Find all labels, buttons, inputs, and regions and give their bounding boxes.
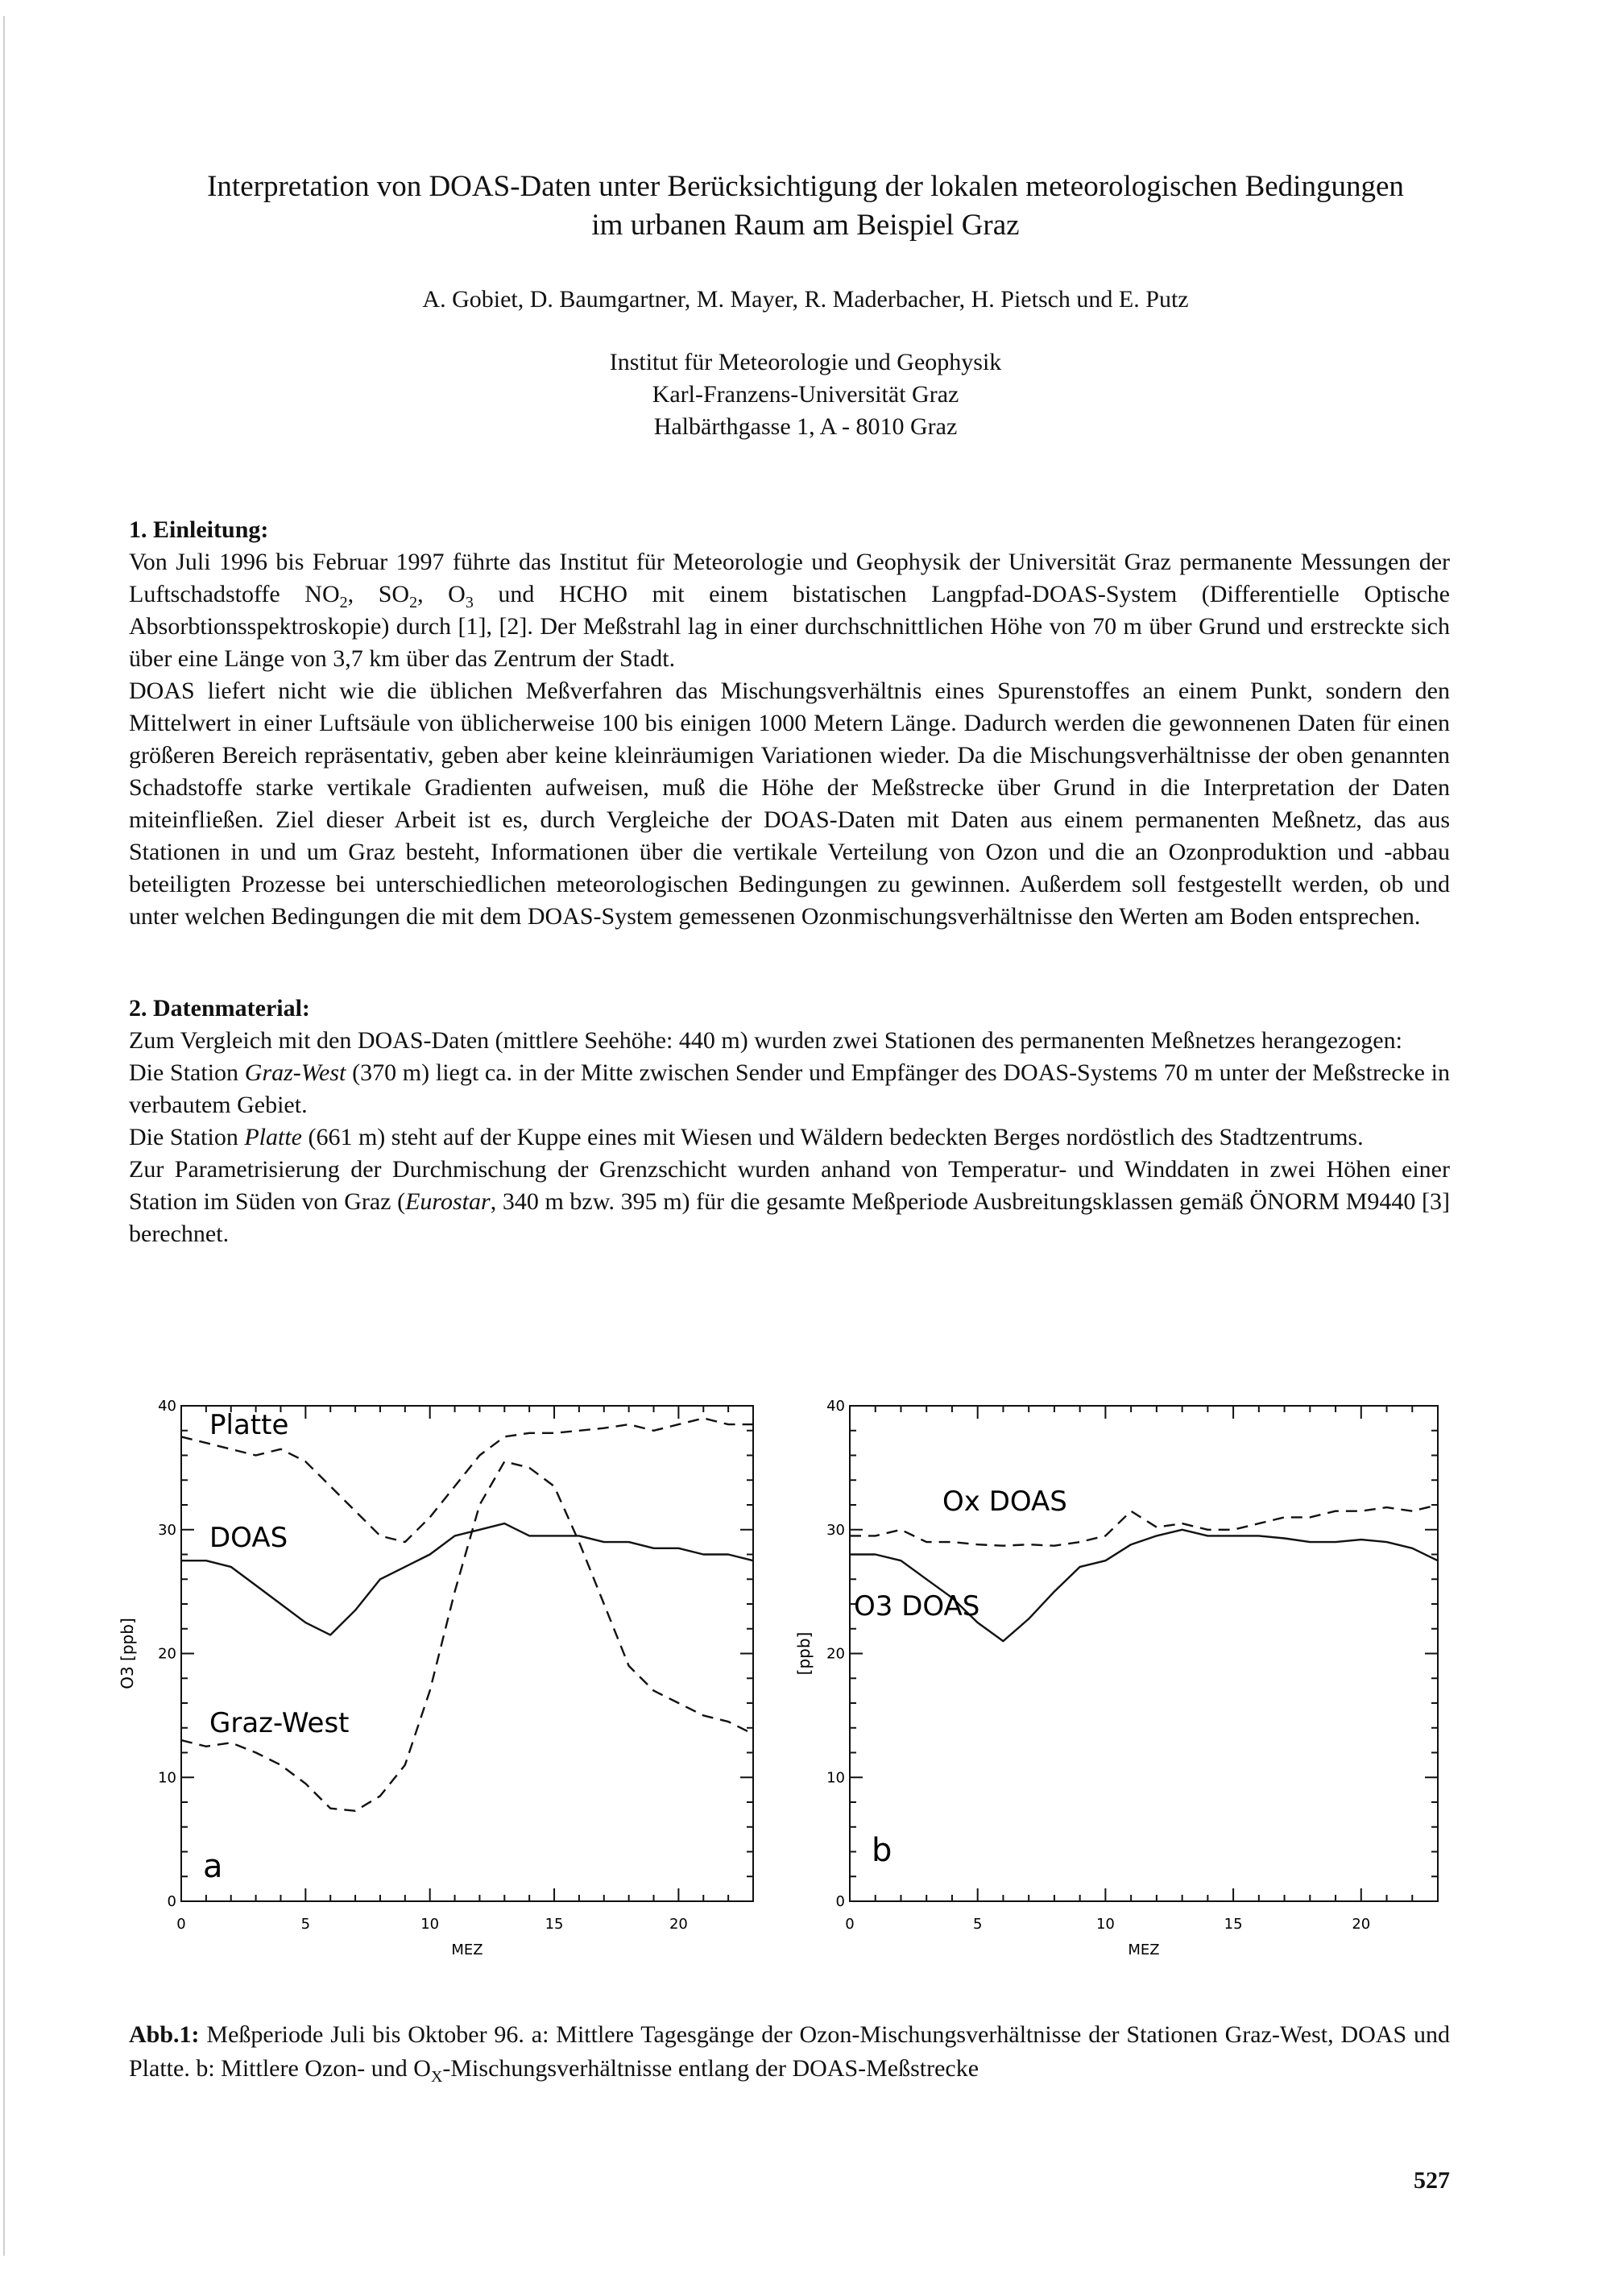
text-run: Die Station: [129, 1124, 245, 1150]
subscript: 2: [339, 594, 348, 611]
caption-text: -Mischungsverhältnisse entlang der DOAS-Meßstrecke: [442, 2055, 979, 2082]
y-tick-label: 20: [826, 1645, 845, 1663]
x-tick-label: 15: [1224, 1916, 1243, 1933]
x-axis-label: MEZ: [1128, 1942, 1160, 1958]
y-axis-label: [ppb]: [794, 1631, 814, 1676]
x-tick-label: 5: [300, 1916, 311, 1933]
panel-letter: a: [203, 1848, 223, 1885]
y-tick-label: 10: [158, 1769, 176, 1787]
subscript: 2: [409, 594, 418, 611]
authors: A. Gobiet, D. Baumgartner, M. Mayer, R. Maderbacher, H. Pietsch und E. Putz: [422, 286, 1189, 313]
panel-letter: b: [872, 1832, 892, 1869]
paragraph: DOAS liefert nicht wie die üblichen Meßverfahren das Mischungsverhältnis eines Spurenstoffes an einem Punkt, sondern den Mittelwert in einer Luftsäule von üblicherweise 100 bis einigen 1000 Metern Länge. Dadurch werden die gewonnenen Daten für einen größeren Bereich repräsentativ, geben aber keine kleinräumigen Variationen wieder. Da die Mischungsverhältnisse der oben genannten Schadstoffe starke vertikale Gradienten aufweisen, muß die Höhe der Meßstrecke über Grund in die Interpretation der Daten miteinfließen. Ziel dieser Arbeit ist es, durch Vergleiche der DOAS-Daten mit Daten aus einem permanenten Meßnetz, das aus Stationen in und um Graz besteht, Informationen über die vertikale Verteilung von Ozon und die an Ozonproduktion und -abbau beteiligten Prozesse bei unterschiedlichen meteorologischen Bedingungen zu gewinnen. Außerdem soll festgestellt werden, ob und unter welchen Bedingungen die mit dem DOAS-System gemessenen Ozonmischungsverhältnisse den Werten am Boden entsprechen.: [129, 678, 1450, 930]
title-line-2: im urbanen Raum am Beispiel Graz: [591, 209, 1020, 242]
text-run: Von Juli 1996 bis Februar 1997 führte das Institut für Meteorologie und Geophysik der Universität Graz permanente Messungen der Luftschadstoffe NO: [129, 549, 1450, 607]
figure-caption: [129, 2018, 1450, 2086]
y-tick-label: 0: [167, 1893, 176, 1910]
section-heading: 1. Einleitung:: [129, 516, 269, 543]
station-name: Eurostar: [405, 1188, 491, 1215]
caption-label: Abb.1:: [129, 2021, 200, 2048]
x-axis-label: MEZ: [451, 1942, 483, 1958]
x-tick-label: 0: [845, 1916, 855, 1933]
institution-line-1: Institut für Meteorologie und Geophysik: [609, 349, 1002, 375]
y-tick-label: 30: [158, 1521, 176, 1539]
plot-frame: [181, 1406, 753, 1901]
text-run: (661 m) steht auf der Kuppe eines mit Wiesen und Wäldern bedeckten Berges nordöstlich des Stadtzentrums.: [301, 1124, 1364, 1150]
series-line-graz-west: [181, 1461, 753, 1811]
series-label: Graz-West: [209, 1707, 350, 1739]
series-label: Ox DOAS: [942, 1486, 1067, 1518]
y-axis-label: O3 [ppb]: [118, 1618, 137, 1689]
text-run: Die Station: [129, 1059, 245, 1086]
paragraph: [129, 546, 1450, 675]
y-tick-label: 30: [826, 1521, 845, 1539]
text-run: (370 m) liegt ca. in der Mitte zwischen Sender und Empfänger des DOAS-Systems 70 m unter der Meßstrecke in verbautem Gebiet.: [129, 1059, 1450, 1118]
institution: [113, 346, 1498, 443]
paragraph: [129, 1154, 1450, 1250]
title-line-1: Interpretation von DOAS-Daten unter Berücksichtigung der lokalen meteorologischen Bedingungen: [207, 170, 1404, 203]
text-run: , O: [417, 581, 466, 607]
series-label: DOAS: [209, 1522, 288, 1554]
chart-canvas: [97, 1370, 1466, 2014]
x-tick-label: 15: [545, 1916, 564, 1933]
figure-ozone-daily-cycle: [97, 1370, 1466, 2014]
series-line-o3-doas: [850, 1530, 1438, 1641]
text-run: , 340 m bzw. 395 m) für die gesamte Meßperiode Ausbreitungsklassen gemäß ÖNORM M9440 [3] berechnet.: [129, 1188, 1451, 1247]
x-tick-label: 10: [1095, 1916, 1115, 1933]
x-tick-label: 5: [972, 1916, 983, 1933]
y-tick-label: 40: [826, 1398, 845, 1415]
text-run: Zur Parametrisierung der Durchmischung der Grenzschicht wurden anhand von Temperatur- und Winddaten in zwei Höhen einer Station im Süden von Graz (: [129, 1156, 1450, 1215]
x-tick-label: 20: [1352, 1916, 1371, 1933]
page-number: 527: [1414, 2167, 1450, 2194]
section-introduction: [129, 514, 1450, 933]
text-run: , SO: [347, 581, 410, 607]
section-heading: 2. Datenmaterial:: [129, 995, 310, 1022]
institution-line-2: Karl-Franzens-Universität Graz: [652, 381, 959, 408]
station-name: Platte: [244, 1124, 302, 1150]
y-tick-label: 0: [835, 1893, 845, 1910]
paper-title: [113, 168, 1498, 245]
x-tick-label: 0: [176, 1916, 186, 1933]
scan-edge-line: [3, 16, 5, 2256]
y-tick-label: 20: [158, 1645, 176, 1663]
series-label: Platte: [209, 1409, 289, 1441]
station-name: Graz-West: [244, 1059, 346, 1086]
x-tick-label: 20: [669, 1916, 688, 1933]
paragraph: [129, 1057, 1450, 1121]
paragraph: Zum Vergleich mit den DOAS-Daten (mittlere Seehöhe: 440 m) wurden zwei Stationen des permanenten Meßnetzes herangezogen:: [129, 1027, 1402, 1054]
caption-subscript: X: [430, 2068, 443, 2086]
y-tick-label: 40: [158, 1398, 176, 1415]
subscript: 3: [465, 594, 474, 611]
plot-frame: [850, 1406, 1438, 1901]
caption-text: Meßperiode Juli bis Oktober 96. a: Mittlere Tagesgänge der Ozon-Mischungsverhältnisse der Stationen Graz-West, DOAS und Platte. b: Mittlere Ozon- und O: [129, 2021, 1450, 2082]
paragraph: [129, 1121, 1450, 1154]
x-tick-label: 10: [420, 1916, 440, 1933]
institution-line-3: Halbärthgasse 1, A - 8010 Graz: [653, 413, 958, 440]
section-data: [129, 993, 1450, 1250]
series-label: O3 DOAS: [854, 1590, 980, 1623]
y-tick-label: 10: [826, 1769, 845, 1787]
text-run: und HCHO mit einem bistatischen Langpfad-DOAS-System (Differentielle Optische Absorbtionsspektroskopie) durch [1], [2]. Der Meßstrahl lag in einer durchschnittlichen Höhe von 70 m über Grund und erstreckte sich über eine Länge von 3,7 km über das Zentrum der Stadt.: [129, 581, 1451, 672]
